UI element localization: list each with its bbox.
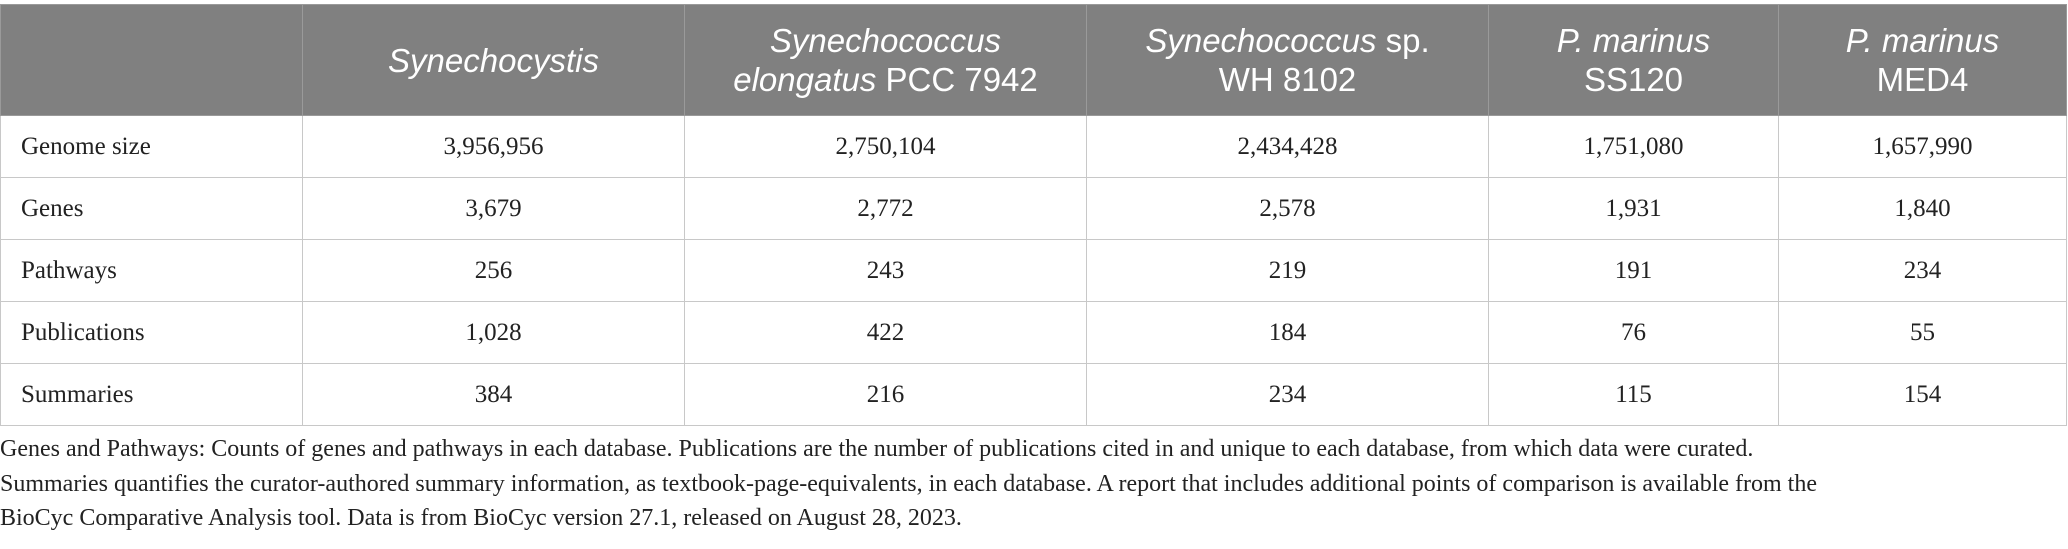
table-cell: 1,657,990	[1779, 116, 2067, 178]
column-header-p-marinus-med4	[1779, 5, 2067, 116]
row-label: Publications	[1, 302, 303, 364]
table-cell: 1,028	[303, 302, 685, 364]
footnote-line: BioCyc Comparative Analysis tool. Data is from BioCyc version 27.1, released on August 28, 2023.	[0, 505, 962, 531]
row-label: Pathways	[1, 240, 303, 302]
column-header-synechococcus-wh8102	[1087, 5, 1489, 116]
table-cell: 2,578	[1087, 178, 1489, 240]
table-cell: 234	[1779, 240, 2067, 302]
table-cell: 2,772	[685, 178, 1087, 240]
row-label: Genome size	[1, 116, 303, 178]
header-corner-cell	[1, 5, 303, 116]
column-header-line2-plain: SS120	[1583, 61, 1684, 98]
table-row	[1, 364, 2067, 426]
column-header-line2-plain: MED4	[1876, 61, 1969, 98]
comparison-table	[0, 4, 2067, 426]
table-row	[1, 240, 2067, 302]
table-cell: 256	[303, 240, 685, 302]
column-header-synechococcus-elongatus	[685, 5, 1087, 116]
column-header-p-marinus-ss120	[1489, 5, 1779, 116]
column-header-line2-italic: elongatus	[733, 61, 877, 98]
table-row	[1, 116, 2067, 178]
column-header-line2-plain: PCC 7942	[876, 61, 1038, 98]
table-cell: 243	[685, 240, 1087, 302]
footnote-line: Summaries quantifies the curator-authored summary information, as textbook-page-equivalents, in each database. A report that includes additional points of comparison is available from the	[0, 470, 1817, 497]
row-label: Summaries	[1, 364, 303, 426]
table-cell: 1,751,080	[1489, 116, 1779, 178]
table-cell: 76	[1489, 302, 1779, 364]
column-header-italic: Synechococcus	[1145, 22, 1377, 59]
table-row	[1, 178, 2067, 240]
table-cell: 115	[1489, 364, 1779, 426]
column-header-plain: sp.	[1376, 22, 1430, 59]
table-cell: 55	[1779, 302, 2067, 364]
table-footnote	[0, 432, 2060, 536]
table-cell: 184	[1087, 302, 1489, 364]
column-header-italic: Synechocystis	[388, 41, 599, 79]
footnote-line: Genes and Pathways: Counts of genes and pathways in each database. Publications are the number of publications cited in and unique to each database, from which data were curated.	[0, 436, 1754, 462]
column-header-italic: P. marinus	[1556, 22, 1711, 59]
column-header-line2-plain: WH 8102	[1218, 61, 1357, 98]
table-cell: 422	[685, 302, 1087, 364]
table-cell: 154	[1779, 364, 2067, 426]
table-cell: 2,750,104	[685, 116, 1087, 178]
table-cell: 3,956,956	[303, 116, 685, 178]
table-cell: 384	[303, 364, 685, 426]
table-cell: 1,840	[1779, 178, 2067, 240]
table-row	[1, 302, 2067, 364]
table-cell: 234	[1087, 364, 1489, 426]
table-cell: 1,931	[1489, 178, 1779, 240]
row-label: Genes	[1, 178, 303, 240]
column-header-italic: P. marinus	[1845, 22, 2000, 59]
table-cell: 216	[685, 364, 1087, 426]
table-cell: 3,679	[303, 178, 685, 240]
column-header-synechocystis	[303, 5, 685, 116]
column-header-italic: Synechococcus	[769, 22, 1002, 59]
table-cell: 191	[1489, 240, 1779, 302]
table-cell: 219	[1087, 240, 1489, 302]
header-row	[1, 5, 2067, 116]
table-cell: 2,434,428	[1087, 116, 1489, 178]
